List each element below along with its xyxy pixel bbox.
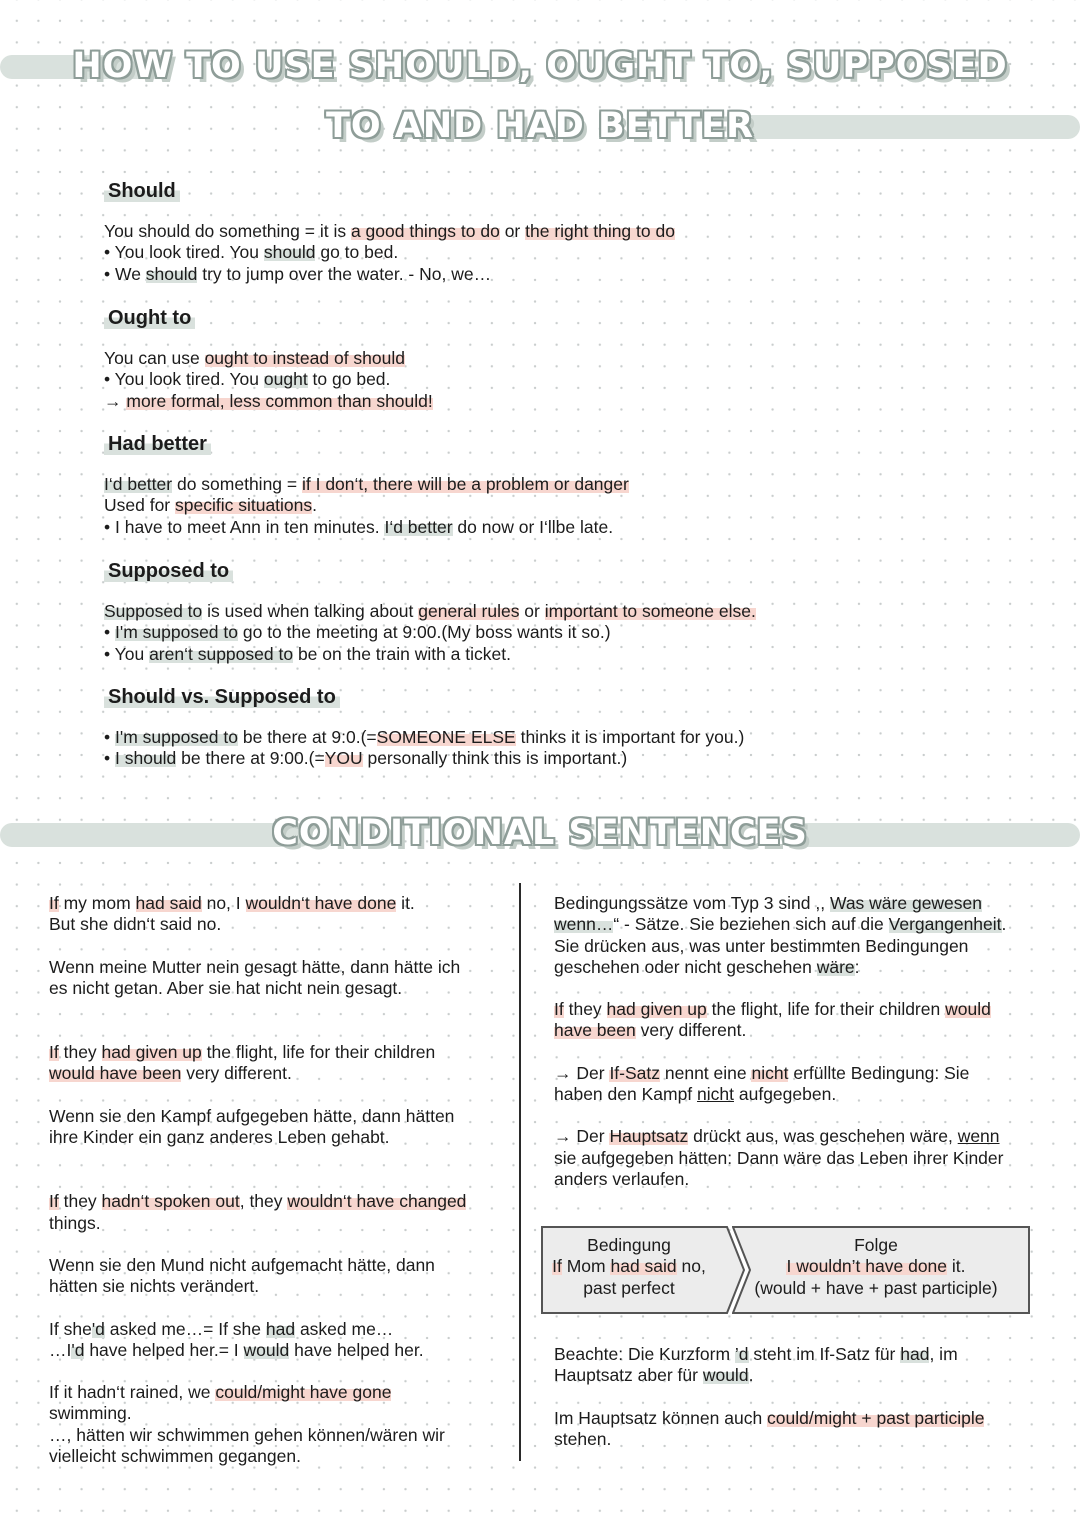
- heading-ought-to: Ought to: [104, 307, 195, 330]
- supposed-example-2: • You aren‘t supposed to be on the train with a ticket.: [104, 643, 511, 664]
- section-had-better: [104, 433, 864, 538]
- ought-definition: You can use ought to instead of should: [104, 348, 405, 368]
- section-supposed-to: [104, 560, 864, 665]
- had-better-definition: I‘d better do something = if I don‘t, there will be a problem or danger: [104, 474, 629, 494]
- section-ought-to: [104, 307, 864, 412]
- supposed-example-1: • I'm supposed to go to the meeting at 9:00.(My boss wants it so.): [104, 622, 611, 643]
- right-type3-explanation: Bedingungssätze vom Typ 3 sind ,, Was wäre gewesen wenn…“ - Sätze. Sie beziehen sich auf die Vergangenheit. Sie drücken aus, was unter bestimmten Bedingungen geschehen oder nicht geschehen wäre:: [554, 893, 1007, 977]
- condition-box-tense: past perfect: [583, 1277, 675, 1298]
- right-example: If they had given up the flight, life for their children would have been very different.: [554, 999, 991, 1041]
- consequence-box-form: (would + have + past participle): [754, 1277, 998, 1298]
- supposed-definition: Supposed to is used when talking about general rules or important to someone else.: [104, 601, 756, 621]
- left-example-3-en: If they hadn‘t spoken out, they wouldn‘t have changed things.: [49, 1191, 467, 1233]
- page-title-line-2: TO AND HAD BETTER: [325, 106, 755, 146]
- left-example-2-en: If they had given up the flight, life for their children would have been very different.: [49, 1042, 436, 1084]
- section-title-conditional: CONDITIONAL SENTENCES: [272, 813, 808, 853]
- consequence-box-title: Folge: [854, 1235, 898, 1255]
- heading-had-better: Had better: [104, 433, 211, 456]
- left-column: [49, 893, 514, 1467]
- right-short-form-note: Beachte: Die Kurzform ’d steht im If-Satz für had, im Hauptsatz aber für would.: [554, 1344, 958, 1386]
- consequence-box-example: I wouldn’t have done it.: [786, 1256, 966, 1277]
- condition-box-example: If Mom had said no,: [552, 1256, 706, 1277]
- right-could-might-note: Im Hauptsatz können auch could/might + past participle stehen.: [554, 1407, 985, 1449]
- left-example-1-en: If my mom had said no, I wouldn‘t have done it. But she didn‘t said no.: [49, 893, 415, 935]
- left-example-2-de: Wenn sie den Kampf aufgegeben hätte, dann hätten ihre Kinder ein ganz anderes Leben gehabt.: [49, 1105, 455, 1148]
- had-better-usage: Used for specific situations.: [104, 495, 318, 516]
- right-column-bottom: [554, 1344, 1054, 1450]
- should-example-2: • We should try to jump over the water. - No, we…: [104, 263, 492, 284]
- consequence-box: [732, 1225, 1032, 1315]
- vs-example-2: • I should be there at 9:00.(=YOU personally think this is important.): [104, 748, 628, 769]
- heading-should-vs-supposed: Should vs. Supposed to: [104, 686, 340, 709]
- left-could-might: If it hadn‘t rained, we could/might have gone swimming. …, hätten wir schwimmen gehen können/wären wir vielleicht schwimmen gegangen.: [49, 1382, 445, 1467]
- should-definition: You should do something = it is a good things to do or the right thing to do: [104, 221, 675, 241]
- had-better-example: • I have to meet Ann in ten minutes. I‘d better do now or I‘llbe late.: [104, 516, 614, 537]
- ought-example: • You look tired. You ought to go bed.: [104, 369, 391, 390]
- right-if-clause-note: → Der If-Satz nennt eine nicht erfüllte Bedingung: Sie haben den Kampf nicht aufgegeben.: [554, 1062, 970, 1105]
- left-example-1-de: Wenn meine Mutter nein gesagt hätte, dann hätte ich es nicht getan. Aber sie hat nicht nein gesagt.: [49, 956, 461, 998]
- section-should-vs-supposed: [104, 686, 864, 770]
- column-divider: [519, 883, 521, 1461]
- condition-box-title: Bedingung: [587, 1235, 671, 1255]
- vs-example-1: • I'm supposed to be there at 9:0.(=SOMEONE ELSE thinks it is important for you.): [104, 727, 745, 747]
- page-title-line-1: HOW TO USE SHOULD, OUGHT TO, SUPPOSED: [72, 46, 1008, 86]
- left-short-forms: If she'd asked me…= If she had asked me… …I'd have helped her.= I would have helped her.: [49, 1318, 424, 1360]
- should-example-1: • You look tired. You should go to bed.: [104, 242, 399, 263]
- section-should: [104, 180, 864, 285]
- right-column: [554, 893, 1054, 1190]
- right-main-clause-note: → Der Hauptsatz drückt aus, was geschehen wäre, wenn sie aufgegeben hätten: Dann wäre das Leben ihrer Kinder anders verlaufen.: [554, 1126, 1004, 1189]
- ought-note: → more formal, less common than should!: [104, 390, 433, 411]
- heading-should: Should: [104, 180, 180, 203]
- heading-supposed-to: Supposed to: [104, 560, 233, 583]
- left-example-3-de: Wenn sie den Mund nicht aufgemacht hätte, dann hätten sie nichts verändert.: [49, 1254, 435, 1297]
- condition-box: [541, 1225, 746, 1315]
